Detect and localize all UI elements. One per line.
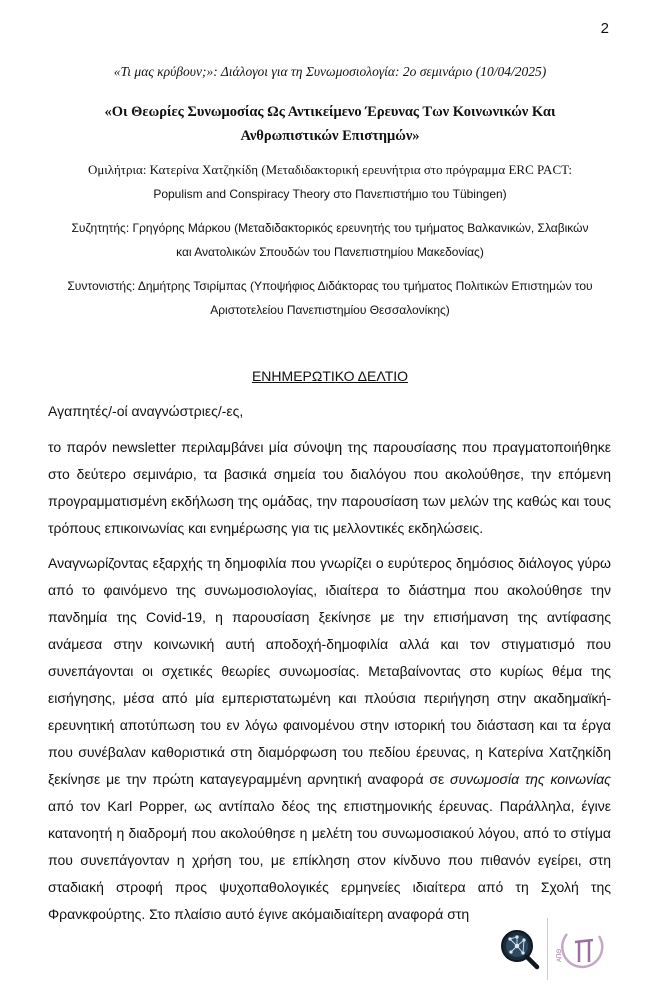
discussant-credit <box>40 216 620 264</box>
university-logo-icon <box>553 922 609 978</box>
magnifier-network-logo-icon <box>498 928 540 970</box>
page-number: 2 <box>600 20 609 37</box>
speaker-credit <box>40 158 620 206</box>
bulletin-title: ΕΝΗΜΕΡΩΤΙΚΟ ΔΕΛΤΙΟ <box>251 368 409 384</box>
paragraph-summary <box>48 550 611 928</box>
paragraph-summary-part-2: από τον Karl Popper, ως αντίπαλο δέος της επιστημονικής έρευνας. Παράλληλα, έγινε κατανοητή η διαδρομή που ακολούθησε η μελέτη του συνωμοσιακού λόγου, από το στίγμα που συνεπάγονταν η χρήση του, με επίκληση στον κίνδυνο που πιθανόν εγείρει, στη σταδιακή στροφή προς ψυχοπαθολογικές ερμηνείες ιδιαίτερα από τη Σχολή της Φρανκφούρτης. Στο πλαίσιο αυτό έγινε ακόμαιδιαίτερη αναφορά στη <box>48 798 611 922</box>
paragraph-summary-part-1: Αναγνωρίζοντας εξαρχής τη δημοφιλία που γνωρίζει ο ευρύτερος δημόσιος διάλογος γύρω από το φαινόμενο της συνωμοσιολογίας, ιδιαίτερα το διάστημα που ακολούθησε την πανδημία της Covid-19, η παρουσίαση ξεκίνησε με την επισήμανση της αντίφασης ανάμεσα στην κοινωνική αυτή αποδοχή-δημοφιλία αλλά και τον στιγματισμό που συνεπάγονται οι σχετικές θεωρίες συνωμοσίας. Μεταβαίνοντας στο κυρίως θέμα της εισήγησης, μέσα από μία εμπεριστατωμένη και πλούσια περιήγηση στην ακαδημαϊκή-ερευνητική αποτύπωση του εν λόγω φαινομένου στην ιστορική του διάσταση και τα έργα που συνέβαλαν καθοριστικά στη διαμόρφωση του πεδίου έρευνας, η Κατερίνα Χατζηκίδη ξεκίνησε με την πρώτη καταγεγραμμένη αρνητική αναφορά σε <box>48 555 611 787</box>
logo-divider <box>547 918 548 980</box>
paragraph-summary-emphasis: συνωμοσία της κοινωνίας <box>450 771 611 787</box>
greeting: Αγαπητές/-οί αναγνώστριες/-ες, <box>48 403 244 419</box>
main-title-line-2: Ανθρωπιστικών Επιστημών» <box>240 128 420 144</box>
main-title <box>70 100 590 148</box>
moderator-line-1: Συντονιστής: Δημήτρης Τσιρίμπας (Υποψήφιος Διδάκτορας του τμήματος Πολιτικών Επιστημών του <box>67 279 593 293</box>
discussant-line-1: Συζητητής: Γρηγόρης Μάρκου (Μεταδιδακτορικός ερευνητής του τμήματος Βαλκανικών, Σλαβικών <box>71 221 589 235</box>
speaker-line-1: Ομιλήτρια: Κατερίνα Χατζηκίδη (Μεταδιδακτορική ερευνήτρια στο πρόγραμμα ERC PACT: <box>87 162 573 177</box>
university-logo-text: ΑΠΘ <box>557 948 563 962</box>
event-line: «Τι μας κρύβουν;»: Διάλογοι για τη Συνωμοσιολογία: 2ο σεμινάριο (10/04/2025) <box>113 64 547 79</box>
moderator-credit <box>40 274 620 322</box>
discussant-line-2: και Ανατολικών Σπουδών του Πανεπιστημίου Μακεδονίας) <box>176 245 484 259</box>
speaker-line-2: Populism and Conspiracy Theory στο Πανεπιστήμιο του Tübingen) <box>153 187 507 201</box>
main-title-line-1: «Οι Θεωρίες Συνωμοσίας Ως Αντικείμενο Έρευνας Των Κοινωνικών Και <box>104 104 556 120</box>
paragraph-intro: το παρόν newsletter περιλαμβάνει μία σύνοψη της παρουσίασης που πραγματοποιήθηκε στο δεύτερο σεμινάριο, τα βασικά σημεία του διαλόγου που ακολούθησε, την επόμενη προγραμματισμένη εκδήλωση της ομάδας, την παρουσίαση των μελών της καθώς και τους τρόπους επικοινωνίας και ενημέρωσης για τις μελλοντικές εκδηλώσεις. <box>48 439 611 536</box>
moderator-line-2: Αριστοτελείου Πανεπιστημίου Θεσσαλονίκης) <box>210 303 450 317</box>
